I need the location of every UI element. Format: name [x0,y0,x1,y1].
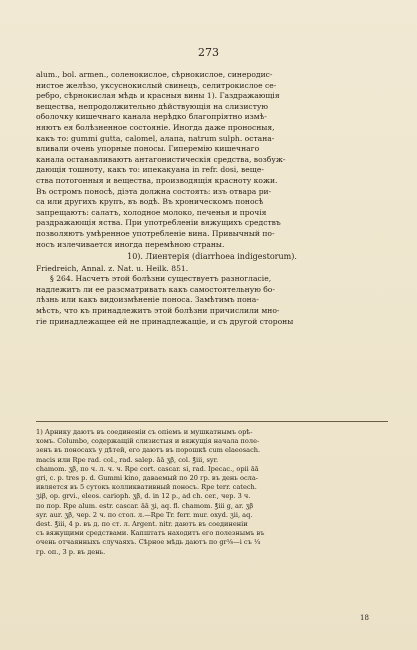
footnote-line: dest. ℥iii, 4 р. въ д. по ст. л. Argent. nitr. даютъ въ соединеніи [36,520,248,529]
text-line: няютъ ея болѣзненное состояніе. Иногда даже проносныя, [36,122,275,132]
footnote-line: syr. aur. ʒβ, чер. 2 ч. по стол. л.—Rpe Tr. ferr. mur. oxyd. ʒii, aq. [36,510,253,519]
text-line: Въ остромъ поносѣ, діэта должна состоять: изъ отвара ри- [36,186,272,196]
section-heading: 10). Лиентерія (diarrhoea indigestorum). [127,252,297,262]
footnote-line: ивляется въ 5 сутокъ колликвативный поносъ. Rpe terr. catech. [36,483,257,492]
text-line: какъ то: gummi gutta, calomel, алапа, natrum sulph. остана- [36,133,275,143]
footnote-line: гр. оп., 3 р. въ день. [36,547,106,556]
reference-line: Friedreich, Annal. z. Nat. u. Heilk. 851. [36,263,189,273]
text-line: alum., bol. armen., соленокислое, сѣрнокислое, синеродис- [36,70,273,79]
footnote-line: ʒiβ, op. grvi., eleos. carioph. ʒβ, d. in 12 р., ad ch. cer., чер. 3 ч. [36,492,251,501]
text-line: са или другихъ крупъ, въ водѣ. Въ хроническомъ поносѣ [36,197,264,207]
signature-mark: 18 [360,614,369,622]
footnote-divider [36,421,388,422]
text-line: дающія тошноту, какъ то: ипекакуана in refr. dosi, веще- [36,165,264,175]
footnote-line: хомъ. Columbo, содержащій слизистыя и вяжущія начала поле- [36,437,260,446]
text-line: нистое желѣзо, уксуснокислый свинецъ, селитрокислое се- [36,80,277,90]
footnote-line: macis или Rpe rad. col., rad. salep. āā ʒβ, col. ℥iii, syr. [36,455,219,464]
text-line: гіе принадлежащее ей не принадлежащіе, и съ другой стороны [36,316,294,326]
main-text [36,70,388,327]
text-line: вещества, непродолжительно дѣйствующія на слизистую [36,101,268,111]
text-line: надлежитъ ли ее разсматривать какъ самостоятельную бо- [36,284,275,294]
footnote-line: chamom. ʒβ, по ч. л. ч. ч. Rpe cort. cascar. si, rad. Ipecac., opii āā [36,464,259,473]
text-line: запрещаютъ: салатъ, холодное молоко, печенья и прочія [36,207,267,217]
text-line: канала останавливаютъ антагонистическія средства, возбуж- [36,154,286,164]
text-line: оболочку кишечнаго канала нерѣдко благопріятно измѣ- [36,112,267,122]
footnote-line: gri, с. р. tres р. d. Gummi kino, даваемый по 20 гр. въ день осла- [36,474,258,483]
footnote-line: зенъ въ поносахъ у дѣтей, его даютъ въ порошкѣ cum elaeosach. [36,446,261,455]
text-line: ства потогонныя и вещества, производящія красноту кожи. [36,175,278,185]
text-line: раздражающія яства. При употребленіи вяжущихъ средствъ [36,218,281,228]
footnote-line: 1) Арнику даютъ въ соединеніи съ опіемъ и мушкатнымъ орѣ- [36,428,253,436]
page-number: 273 [198,46,219,59]
text-line: § 264. Насчетъ этой болѣзни существуетъ разногласіе, [50,274,272,284]
footnote-line: очень отчаянныхъ случаяхъ. Сѣрное мѣдь даютъ по gr⅛—i съ ¼ [36,538,261,547]
text-line: носъ излечивается иногда перемѣною страны. [36,239,225,249]
footnote [36,428,388,557]
text-line: мѣсть, что къ принадлежитъ этой болѣзни причислили мно- [36,306,280,316]
text-line: позволяютъ умѣренное употребленіе вина. Привычный по- [36,228,275,238]
text-line: лѣзнь или какъ видоизмѣненіе поноса. Замѣтимъ пона- [36,295,259,305]
text-line: ребро, сѣрнокислая мѣдь и красныя вины 1). Газдражающія [36,91,280,101]
footnote-line: по пор. Rpe alum. estr. cascar. āā ʒi, aq. fl. chamom. ℥iii g, ar. ʒβ [36,501,254,510]
text-line: вливали очень упорные поносы. Гиперемію кишечнаго [36,144,260,154]
footnote-line: съ вяжущими средствами. Капштатъ находитъ его полезнымъ въ [36,529,265,538]
